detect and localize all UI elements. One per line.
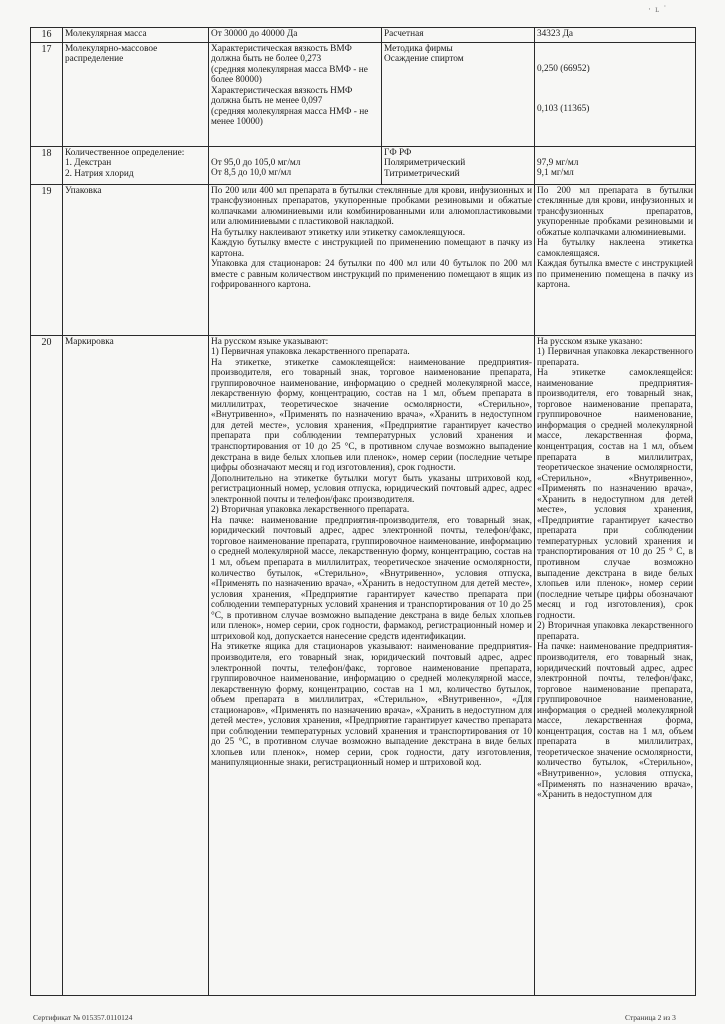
- table-row: [31, 42, 696, 146]
- corner-handwritten-mark: · ʟ ʾ: [648, 4, 668, 14]
- result-line: 0,103 (11365): [537, 104, 590, 115]
- method-line: Осаждение спиртом: [384, 54, 464, 65]
- indicator-name: [63, 146, 209, 184]
- name-line: 2. Натрия хлорид: [65, 168, 134, 179]
- result-paragraph: Каждая бутылка вместе с инструкцией по применению помещена в пачку из картона.: [537, 259, 693, 291]
- requirement-cell: [209, 335, 535, 995]
- name-line: Количественное определение:: [65, 147, 185, 158]
- row-number: 19: [31, 184, 63, 335]
- row-number: 18: [31, 146, 63, 184]
- method-cell: [382, 146, 535, 184]
- requirement-paragraph: На бутылку наклеивают этикетку или этикетку самоклеящуюся.: [211, 227, 466, 238]
- row-number: 20: [31, 335, 63, 995]
- indicator-name: Молекулярная масса: [63, 28, 209, 43]
- requirement-paragraph: На пачке: наименование предприятия-производителя, его товарный знак, юридический почтовый адрес, адрес электронной почты, телефон/факс, торговое наименование препарата, группировочное наименование, информацию о средней молекулярной массе, лекарственную форму, концентрацию, состав на 1 мл, объем препарата в миллилитрах, теоретическое значение осмолярности, количество бутылок, «Стерильно», «Внутривенно», условия отпуска, «Применять по назначению врача», «Хранить в недоступном для детей месте», условия хранения, «Предприятие гарантирует качество препарата при соблюдении температурных условий хранения и транспортирования от 10 до 25 °С, в противном случае возможно выпадение декстрана в виде белых хлопьев или пленок», номер серии, срок годности, фармакод, регистрационный номер и штриховой код, допускается нанесение средств идентификации.: [211, 515, 532, 642]
- certificate-number: Сертификат № 015357.0110124: [33, 1013, 133, 1022]
- indicator-name: Упаковка: [63, 184, 209, 335]
- requirement-paragraph: 2) Вторичная упаковка лекарственного препарата.: [211, 505, 410, 516]
- result-cell: 34323 Да: [535, 28, 696, 43]
- method-line: Титриметрический: [384, 168, 460, 179]
- result-cell: [535, 184, 696, 335]
- table-row: [31, 28, 696, 43]
- requirement-line: Характеристическая вязкость НМФ должна быть не менее 0,097: [211, 85, 353, 107]
- name-line: 1. Декстран: [65, 158, 112, 169]
- requirement-line: От 95,0 до 105,0 мг/мл: [211, 157, 301, 168]
- requirement-cell: [209, 184, 535, 335]
- requirement-cell: [209, 146, 382, 184]
- result-paragraph: 1) Первичная упаковка лекарственного препарата.: [537, 347, 693, 368]
- requirement-paragraph: Упаковка для стационаров: 24 бутылки по 400 мл или 40 бутылок по 200 мл вместе с равным количеством инструкций по применению помещают в ящик из гофрированного картона.: [211, 259, 532, 291]
- method-line: Поляриметрический: [384, 158, 466, 169]
- result-cell: [535, 42, 696, 146]
- result-line: 0,250 (66952): [537, 63, 590, 74]
- method-line: Методика фирмы: [384, 43, 453, 54]
- requirement-paragraph: На русском языке указывают:: [211, 336, 329, 347]
- requirement-cell: [209, 42, 382, 146]
- requirement-line: Характеристическая вязкость ВМФ должна быть не более 0,273: [211, 43, 352, 65]
- result-paragraph: По 200 мл препарата в бутылки стеклянные для крови, инфузионных и трансфузионных препаратов, укупоренные пробками резиновыми и обжатые колпачками алюминиевыми.: [537, 185, 693, 238]
- result-paragraph: На бутылку наклеена этикетка самоклеящаяся.: [537, 238, 693, 259]
- method-line: ГФ РФ: [384, 147, 412, 158]
- requirement-paragraph: Каждую бутылку вместе с инструкцией по применению помещают в пачку из картона.: [211, 238, 532, 259]
- result-cell: [535, 335, 696, 995]
- indicator-name: Молекулярно-массовое распределение: [63, 42, 209, 146]
- result-line: 9,1 мг/мл: [537, 168, 574, 179]
- page-number: Страница 2 из 3: [625, 1013, 676, 1022]
- specification-table: [30, 27, 696, 996]
- table-row: [31, 335, 696, 995]
- requirement-line: (средняя молекулярная масса ВМФ - не более 80000): [211, 64, 368, 86]
- result-paragraph: На пачке: наименование предприятия-производителя, его товарный знак, юридический почтовый адрес, адрес электронной почты, телефон/факс, торговое наименование препарата, группировочное наименование, информация о средней молекулярной массе, лекарственная форма, концентрация, состав на 1 мл, объем препарата в миллилитрах, теоретическое значение осмолярности, количество бутылок, «Стерильно», «Внутривенно», условия отпуска, «Применять по назначению врача», «Хранить в недоступном для: [537, 642, 693, 801]
- indicator-name: Маркировка: [63, 335, 209, 995]
- result-cell: [535, 146, 696, 184]
- requirement-paragraph: На этикетке ящика для стационаров указывают: наименование предприятия-производителя, его товарный знак, юридический почтовый адрес, адрес электронной почты, телефон/факс, торговое наименование препарата, группировочное наименование, информацию о средней молекулярной массе, лекарственную форму, концентрацию, состав на 1 мл, количество бутылок, объем препарата в миллилитрах, «Стерильно», «Внутривенно», «Для стационаров», «Применять по назначению врача», «Хранить в недоступном для детей месте», условия хранения, «Предприятие гарантирует качество препарата при соблюдении температурных условий хранения и транспортирования от 10 до 25 °С, в противном случае возможно выпадение декстрана в виде белых хлопьев или пленок», номер серии, срок годности, дату изготовления, манипуляционные знаки, регистрационный номер и штриховой код.: [211, 642, 532, 769]
- table-row: [31, 146, 696, 184]
- row-number: 16: [31, 28, 63, 43]
- method-cell: [382, 42, 535, 146]
- requirement-line: (средняя молекулярная масса НМФ - не менее 10000): [211, 106, 369, 128]
- requirement-cell: От 30000 до 40000 Да: [209, 28, 382, 43]
- method-cell: Расчетная: [382, 28, 535, 43]
- requirement-paragraph: По 200 или 400 мл препарата в бутылки стеклянные для крови, инфузионных и трансфузионных препаратов, укупоренные пробками резиновыми и обжатые колпачками алюминиевыми или комбинированными или алюмопластиковыми или алюминиевыми с пластиковой накладкой.: [211, 185, 532, 228]
- requirement-paragraph: Дополнительно на этикетке бутылки могут быть указаны штриховой код, регистрационный номер, условия отпуска, юридический почтовый адрес, адрес электронной почты и телефон/факс производителя.: [211, 473, 532, 505]
- table-row: [31, 184, 696, 335]
- requirement-line: От 8,5 до 10,0 мг/мл: [211, 168, 292, 179]
- requirement-paragraph: 1) Первичная упаковка лекарственного препарата.: [211, 347, 410, 358]
- result-paragraph: 2) Вторичная упаковка лекарственного препарата.: [537, 621, 693, 642]
- result-paragraph: На этикетке самоклеящейся: наименование предприятия-производителя, его товарный знак, торговое наименование препарата, группировочное наименование, информация о средней молекулярной массе, лекарственная форма, концентрация, состав на 1 мл, объем препарата в миллилитрах, теоретическое значение осмолярности, «Стерильно», «Внутривенно», «Применять по назначению врача», «Хранить в недоступном для детей месте», условия хранения, «Предприятие гарантирует качество препарата при соблюдении температурных условий хранения и транспортирования от 10 до 25 ° С, в противном случае возможно выпадение декстрана в виде белых хлопьев или пленок», номер серии (последние четыре цифры обозначают месяц и год изготовления), срок годности.: [537, 368, 693, 621]
- result-paragraph: На русском языке указано:: [537, 336, 643, 347]
- row-number: 17: [31, 42, 63, 146]
- result-line: 97,9 мг/мл: [537, 157, 579, 168]
- requirement-paragraph: На этикетке, этикетке самоклеящейся: наименование предприятия-производителя, его товарный знак, торговое наименование препарата, группировочное наименование, информацию о средней молекулярной массе, лекарственную форму, концентрацию, состав на 1 мл, объем препарата в миллилитрах, теоретическое значение осмолярности, «Стерильно», «Внутривенно», «Применять по назначению врача», «Хранить в недоступном для детей месте», условия хранения, «Предприятие гарантирует качество препарата при соблюдении температурных условий хранения и транспортирования от 10 до 25 °С, в противном случае возможно выпадение декстрана в виде белых хлопьев или пленок», номер серии (последние четыре цифры обозначают месяц и год изготовления), срок годности.: [211, 357, 532, 474]
